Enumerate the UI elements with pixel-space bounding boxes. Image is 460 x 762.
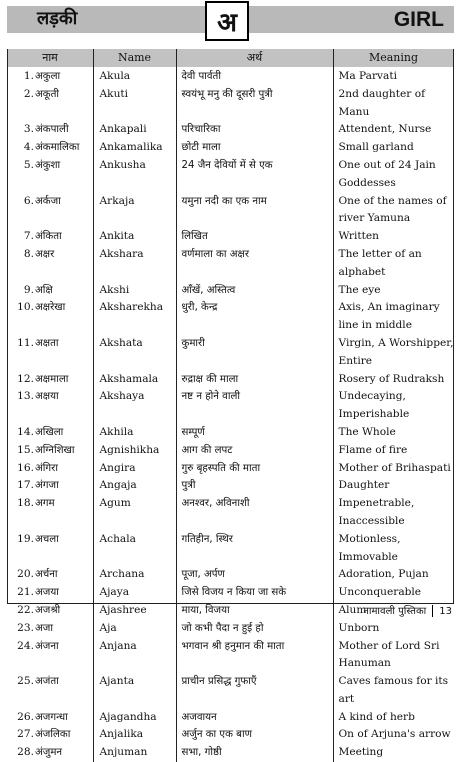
row-name: Angira (93, 460, 176, 478)
table-row (7, 68, 454, 86)
page-footer (363, 604, 452, 620)
row-name: Ankapali (93, 121, 176, 139)
row-hindi-meaning: गतिहीन, स्थिर (176, 531, 333, 567)
row-number: 8. (23, 247, 34, 260)
row-hindi-name: अजश्री (35, 604, 61, 616)
row-meaning: On of Arjuna's arrow (333, 726, 454, 744)
row-meaning: Rosery of Rudraksh (333, 371, 454, 389)
row-meaning: Unborn (333, 620, 454, 638)
row-number: 12. (17, 372, 34, 385)
table-row (7, 335, 454, 371)
row-hindi-meaning: परिचारिका (176, 121, 333, 139)
row-hindi-meaning: देवी पार्वती (176, 68, 333, 86)
row-hindi-meaning: अजवायन (176, 709, 333, 727)
row-number: 26. (17, 710, 34, 723)
row-meaning: Impenetrable, Inaccessible (333, 495, 454, 531)
row-hindi-meaning: भगवान श्री हनुमान की माता (176, 638, 333, 674)
row-meaning: A kind of herb (333, 709, 454, 727)
row-number: 5. (23, 158, 34, 171)
row-meaning: Unconquerable (333, 584, 454, 602)
row-hindi-meaning: पूजा, अर्पण (176, 566, 333, 584)
row-hindi-meaning: अनश्वर, अविनाशी (176, 495, 333, 531)
table-row (7, 228, 454, 246)
row-meaning: The Whole (333, 424, 454, 442)
row-hindi-name: अक्षता (35, 337, 59, 349)
header-letter: अ (217, 8, 237, 38)
table-row (7, 371, 454, 389)
table-row (7, 424, 454, 442)
row-name: Ajagandha (93, 709, 176, 727)
table-row (7, 673, 454, 709)
row-name: Anjana (93, 638, 176, 674)
table-row (7, 531, 454, 567)
row-name: Akhila (93, 424, 176, 442)
row-hindi-meaning: आँखें, अस्तित्व (176, 282, 333, 300)
row-name: Agum (93, 495, 176, 531)
row-number: 21. (17, 586, 34, 599)
row-hindi-meaning: माया, विजया (176, 602, 333, 620)
row-name: Aksharekha (93, 299, 176, 335)
row-hindi-name: अजया (35, 587, 59, 599)
row-name: Ajaya (93, 584, 176, 602)
row-number: 4. (23, 141, 34, 154)
row-name: Akshara (93, 246, 176, 282)
table-row (7, 477, 454, 495)
row-number: 16. (17, 461, 34, 474)
row-hindi-name: अंकमालिका (35, 142, 80, 154)
header-letter-box (205, 1, 249, 41)
row-name: Ankusha (93, 157, 176, 193)
row-hindi-meaning: पुत्री (176, 477, 333, 495)
row-hindi-name: अकुला (35, 71, 61, 82)
row-meaning: The eye (333, 282, 454, 300)
table-row (7, 139, 454, 157)
table-row (7, 193, 454, 229)
row-meaning: Adoration, Pujan (333, 566, 454, 584)
row-hindi-name: अचला (35, 533, 59, 545)
table-row (7, 282, 454, 300)
row-hindi-name: अंकपाली (35, 124, 69, 136)
row-hindi-name: अक्षया (35, 391, 59, 403)
row-name: Anjuman (93, 744, 176, 762)
row-hindi-meaning: सभा, गोष्ठी (176, 744, 333, 762)
row-name: Ajashree (93, 602, 176, 620)
row-hindi-name: अगम (35, 498, 55, 510)
table-row (7, 299, 454, 335)
row-hindi-meaning: कुमारी (176, 335, 333, 371)
row-meaning: Axis, An imaginary line in middle (333, 299, 454, 335)
row-name: Ankita (93, 228, 176, 246)
row-number: 24. (17, 639, 34, 652)
row-hindi-meaning: जो कभी पैदा न हुई हो (176, 620, 333, 638)
row-hindi-meaning: नष्ट न होने वाली (176, 388, 333, 424)
row-name: Akshi (93, 282, 176, 300)
row-hindi-meaning: अर्जुन का एक बाण (176, 726, 333, 744)
table-row (7, 638, 454, 674)
row-hindi-name: अक्षमाला (35, 373, 69, 385)
row-name: Agnishikha (93, 442, 176, 460)
row-number: 23. (17, 621, 34, 634)
row-meaning: Virgin, A Worshipper, Entire (333, 335, 454, 371)
row-hindi-name: अजंता (35, 676, 59, 688)
row-hindi-meaning: सम्पूर्ण (176, 424, 333, 442)
table-row (7, 744, 454, 762)
row-hindi-meaning: स्वयंभू मनु की दूसरी पुत्री (176, 86, 333, 122)
row-hindi-meaning: वर्णमाला का अक्षर (176, 246, 333, 282)
row-number: 27. (17, 728, 34, 741)
table-row (7, 709, 454, 727)
row-hindi-name: अर्चना (35, 569, 58, 581)
row-number: 2. (23, 87, 34, 100)
row-number: 14. (17, 425, 34, 438)
names-table (7, 68, 454, 762)
row-name: Achala (93, 531, 176, 567)
table-row (7, 246, 454, 282)
row-hindi-meaning: जिसे विजय न किया जा सके (176, 584, 333, 602)
table-row (7, 442, 454, 460)
table-row (7, 726, 454, 744)
row-number: 28. (17, 746, 34, 759)
row-meaning: Motionless, Immovable (333, 531, 454, 567)
row-name: Aja (93, 620, 176, 638)
table-row (7, 566, 454, 584)
header-english-title: GIRL (393, 8, 444, 31)
row-meaning: Ma Parvati (333, 68, 454, 86)
row-meaning: Flame of fire (333, 442, 454, 460)
row-number: 17. (17, 479, 34, 492)
row-name: Akuti (93, 86, 176, 122)
column-header-name: Name (117, 51, 152, 64)
page-number: 13 (439, 606, 452, 617)
row-name: Akshamala (93, 371, 176, 389)
row-hindi-name: अंजलिका (35, 729, 71, 741)
row-name: Akshata (93, 335, 176, 371)
row-number: 11. (17, 336, 34, 349)
row-hindi-name: अखिला (35, 426, 64, 438)
column-header-hindi-name: नाम (42, 51, 58, 64)
row-name: Angaja (93, 477, 176, 495)
row-name: Akula (93, 68, 176, 86)
table-row (7, 495, 454, 531)
row-hindi-meaning: धुरी, केन्द्र (176, 299, 333, 335)
row-number: 22. (17, 603, 34, 616)
row-hindi-meaning: गुरु बृहस्पति की माता (176, 460, 333, 478)
row-hindi-meaning: यमुना नदी का एक नाम (176, 193, 333, 229)
row-hindi-name: अंगिरा (35, 462, 58, 474)
table-row (7, 121, 454, 139)
table-row (7, 86, 454, 122)
row-meaning: 2nd daughter of Manu (333, 86, 454, 122)
table-row (7, 584, 454, 602)
row-number: 10. (17, 301, 34, 314)
row-number: 3. (23, 123, 34, 136)
row-number: 6. (23, 194, 34, 207)
column-header-meaning: Meaning (368, 51, 419, 64)
row-hindi-name: अजा (35, 622, 53, 634)
row-meaning: One out of 24 Jain Goddesses (333, 157, 454, 193)
row-hindi-name: अक्षरेखा (35, 302, 66, 314)
header-hindi-title: लड़की (37, 8, 78, 29)
row-hindi-name: अंकुशा (35, 159, 61, 171)
row-number: 20. (17, 568, 34, 581)
row-number: 15. (17, 443, 34, 456)
row-meaning: Alum (333, 602, 454, 620)
table-row (7, 157, 454, 193)
row-name: Archana (93, 566, 176, 584)
row-hindi-meaning: 24 जैन देवियों में से एक (176, 157, 333, 193)
row-meaning: Mother of Lord Sri Hanuman (333, 638, 454, 674)
row-meaning: Meeting (333, 744, 454, 762)
row-hindi-meaning: प्राचीन प्रसिद्ध गुफाएँ (176, 673, 333, 709)
row-hindi-name: अक्षि (35, 284, 53, 296)
row-hindi-name: अक्षर (35, 248, 55, 260)
row-meaning: Caves famous for its art (333, 673, 454, 709)
row-hindi-name: अग्निशिखा (35, 444, 75, 456)
row-meaning: Attendent, Nurse (333, 121, 454, 139)
row-name: Anjalika (93, 726, 176, 744)
row-number: 1. (23, 70, 34, 82)
column-header-hindi-meaning: अर्थ (246, 51, 263, 64)
row-name: Akshaya (93, 388, 176, 424)
row-number: 7. (23, 230, 34, 243)
row-number: 18. (17, 497, 34, 510)
row-hindi-name: अकूती (35, 88, 60, 100)
row-hindi-name: अंजना (35, 640, 59, 652)
row-meaning: The letter of an alphabet (333, 246, 454, 282)
row-hindi-meaning: छोटी माला (176, 139, 333, 157)
row-number: 19. (17, 532, 34, 545)
row-number: 13. (17, 390, 34, 403)
row-meaning: Daughter (333, 477, 454, 495)
row-meaning: Written (333, 228, 454, 246)
table-row (7, 388, 454, 424)
row-name: Ajanta (93, 673, 176, 709)
row-meaning: Small garland (333, 139, 454, 157)
table-row (7, 460, 454, 478)
row-name: Arkaja (93, 193, 176, 229)
row-hindi-name: अजगन्धा (35, 711, 68, 723)
row-meaning: Mother of Brihaspati (333, 460, 454, 478)
row-hindi-name: अंजुमन (35, 747, 63, 759)
row-hindi-name: अर्कजा (35, 195, 61, 207)
row-number: 25. (17, 675, 34, 688)
names-table-body (7, 68, 454, 762)
table-row (7, 620, 454, 638)
footer-book-title: नामावली पुस्तिका (363, 606, 427, 617)
row-hindi-name: अंगजा (35, 480, 59, 492)
row-hindi-name: अंकिता (35, 231, 62, 243)
row-number: 9. (23, 283, 34, 296)
row-hindi-meaning: लिखित (176, 228, 333, 246)
row-hindi-meaning: आग की लपट (176, 442, 333, 460)
footer-divider (432, 605, 433, 617)
row-name: Ankamalika (93, 139, 176, 157)
row-meaning: Undecaying, Imperishable (333, 388, 454, 424)
row-hindi-meaning: रुद्राक्ष की माला (176, 371, 333, 389)
row-meaning: One of the names of river Yamuna (333, 193, 454, 229)
